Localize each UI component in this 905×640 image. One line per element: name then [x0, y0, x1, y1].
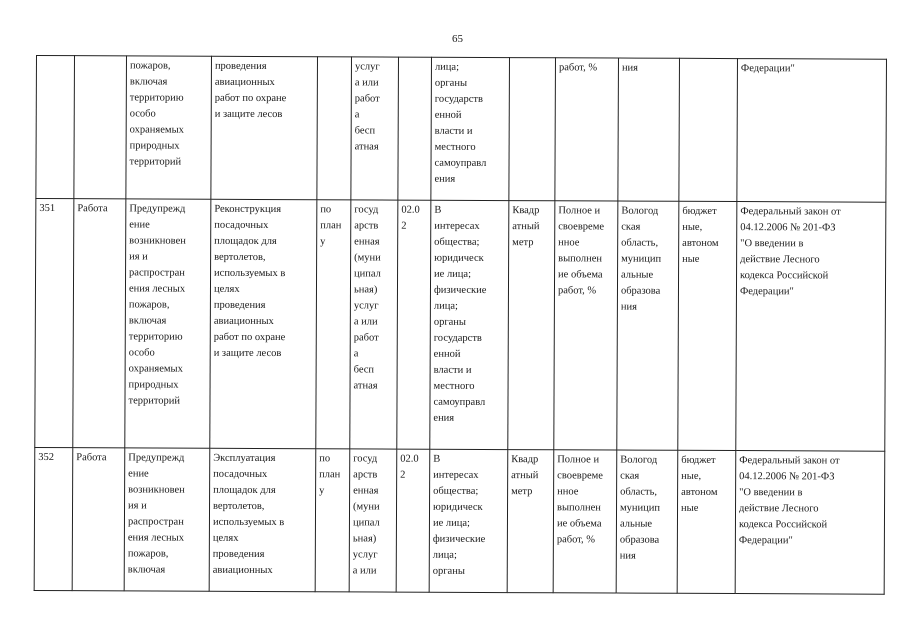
row-number-cell: 352: [34, 447, 73, 590]
content-cell: Эксплуатация посадочных площадок для вертолетов, используемых в целях проведения авиационных: [209, 448, 316, 591]
territory-cell: ния: [618, 58, 680, 201]
purpose-cell: Предупрежд ение возникновен ия и распростран ения лесных пожаров, включая территорию особо охраняемых природных территорий: [125, 199, 211, 448]
period-cell: по план у: [315, 449, 350, 592]
content-cell: проведения авиационных работ по охране и защите лесов: [211, 56, 318, 199]
basis-cell: госуд арств енная (муни ципал ьная) услуг а или: [349, 449, 397, 592]
basis-cell: госуд арств енная (муни ципал ьная) услуг а или работ а бесп атная: [350, 200, 398, 449]
unit-cell: Квадр атный метр: [507, 450, 554, 593]
table-row: [36, 56, 887, 203]
type-cell: [74, 56, 127, 199]
purpose-cell: пожаров, включая территорию особо охраняемых природных территорий: [126, 56, 212, 199]
indicator-cell: работ, %: [555, 58, 619, 201]
territory-cell: Вологод ская область, муницип альные образова ния: [617, 201, 679, 450]
period-cell: [317, 57, 352, 200]
consumers-cell: В интересах общества; юридическ ие лица; физические лица; органы: [429, 449, 508, 592]
indicator-cell: Полное и своевреме нное выполнен ие объема работ, %: [553, 450, 617, 593]
row-number-cell: 351: [35, 199, 74, 448]
law-cell: Федеральный закон от 04.12.2006 № 201-ФЗ "О введении в действие Лесного кодекса Российской Федерации": [736, 202, 886, 452]
purpose-cell: Предупрежд ение возникновен ия и распростран ения лесных пожаров, включая: [124, 448, 210, 591]
institution-cell: бюджет ные, автоном ные: [677, 450, 736, 593]
law-cell: Федерации": [737, 59, 887, 203]
table-row: [35, 199, 886, 452]
unit-cell: Квадр атный метр: [508, 201, 555, 450]
period-cell: по план у: [316, 200, 351, 449]
code-cell: 02.0 2: [396, 449, 430, 592]
indicator-cell: Полное и своевреме нное выполнен ие объема работ, %: [554, 201, 618, 450]
basis-cell: услуг а или работ а бесп атная: [351, 57, 399, 200]
unit-cell: [509, 58, 556, 201]
content-cell: Реконструкция посадочных площадок для вертолетов, используемых в целях проведения авиационных работ по охране и защите лесов: [210, 199, 317, 448]
type-cell: Работа: [72, 448, 125, 591]
code-cell: 02.0 2: [397, 200, 431, 449]
consumers-cell: лица; органы государств енной власти и местного самоуправл ения: [431, 57, 510, 200]
territory-cell: Вологод ская область, муницип альные образова ния: [616, 450, 678, 593]
law-cell: Федеральный закон от 04.12.2006 № 201-ФЗ "О введении в действие Лесного кодекса Российской Федерации": [735, 451, 885, 595]
institution-cell: [679, 58, 738, 201]
code-cell: [398, 57, 432, 200]
row-number-cell: [36, 56, 75, 199]
type-cell: Работа: [73, 199, 126, 448]
institution-cell: бюджет ные, автоном ные: [678, 201, 737, 450]
table-row: [34, 447, 885, 594]
services-table: [34, 55, 887, 595]
consumers-cell: В интересах общества; юридическ ие лица; физические лица; органы государств енной власти и местного самоуправл ения: [430, 200, 509, 449]
page-number: 65: [452, 33, 463, 45]
